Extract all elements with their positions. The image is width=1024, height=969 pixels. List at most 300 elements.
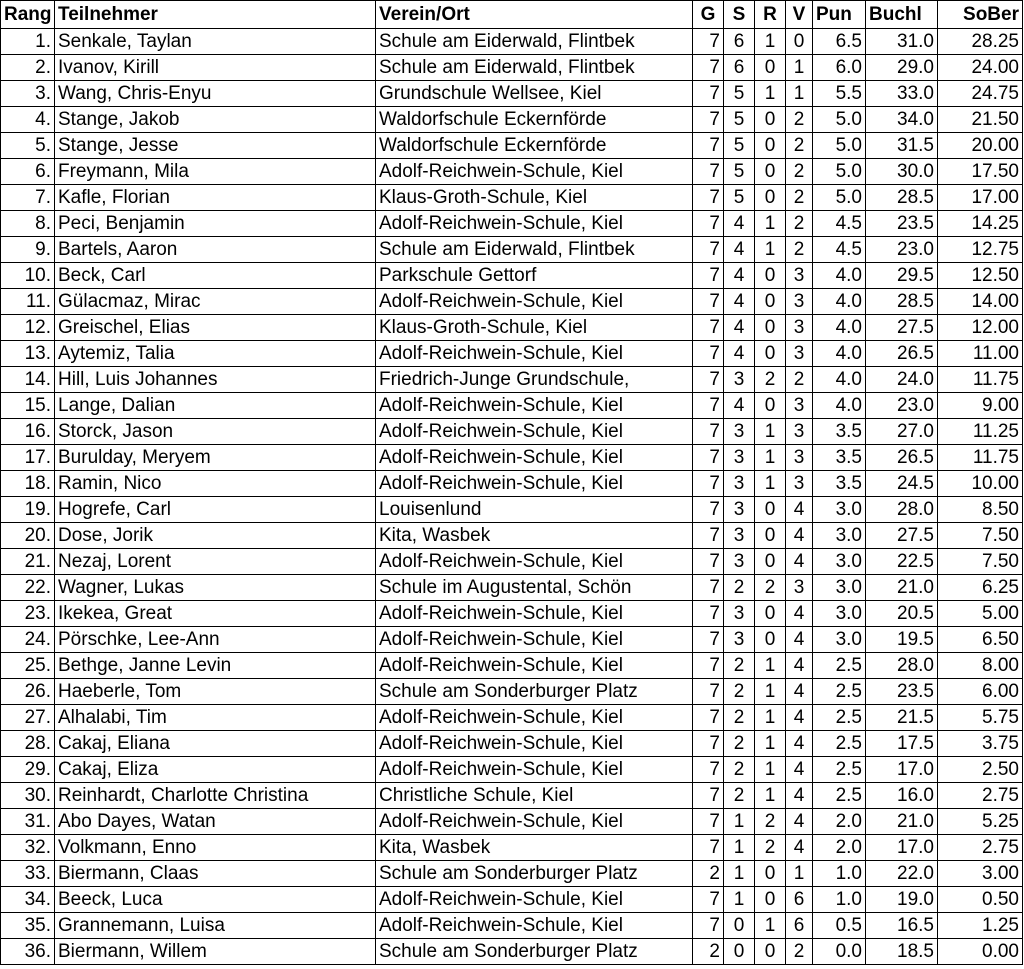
header-teilnehmer: Teilnehmer: [55, 1, 376, 29]
cell-g: 7: [693, 237, 724, 263]
cell-v: 4: [786, 783, 813, 809]
cell-buchholz: 26.5: [866, 445, 938, 471]
table-row: [1, 861, 1023, 887]
cell-sober: 10.00: [938, 471, 1023, 497]
cell-sober: 7.50: [938, 523, 1023, 549]
cell-s: 4: [724, 211, 755, 237]
cell-r: 2: [755, 367, 786, 393]
cell-g: 7: [693, 81, 724, 107]
cell-s: 1: [724, 861, 755, 887]
table-row: [1, 289, 1023, 315]
cell-sober: 17.00: [938, 185, 1023, 211]
table-body: [1, 29, 1023, 965]
cell-v: 3: [786, 393, 813, 419]
cell-verein: Louisenlund: [376, 497, 693, 523]
cell-rang: 6.: [1, 159, 55, 185]
cell-buchholz: 28.0: [866, 653, 938, 679]
cell-punkte: 4.0: [813, 341, 866, 367]
cell-rang: 21.: [1, 549, 55, 575]
cell-buchholz: 31.0: [866, 29, 938, 55]
table-row: [1, 367, 1023, 393]
cell-punkte: 3.5: [813, 471, 866, 497]
cell-buchholz: 27.5: [866, 315, 938, 341]
cell-g: 7: [693, 653, 724, 679]
cell-rang: 12.: [1, 315, 55, 341]
cell-verein: Klaus-Groth-Schule, Kiel: [376, 315, 693, 341]
cell-teilnehmer: Burulday, Meryem: [55, 445, 376, 471]
cell-r: 1: [755, 783, 786, 809]
cell-v: 1: [786, 861, 813, 887]
header-punkte: Pun: [813, 1, 866, 29]
cell-punkte: 2.5: [813, 705, 866, 731]
cell-verein: Waldorfschule Eckernförde: [376, 133, 693, 159]
cell-teilnehmer: Kafle, Florian: [55, 185, 376, 211]
cell-r: 1: [755, 731, 786, 757]
cell-sober: 7.50: [938, 549, 1023, 575]
cell-s: 1: [724, 887, 755, 913]
cell-g: 7: [693, 601, 724, 627]
header-r: R: [755, 1, 786, 29]
cell-buchholz: 23.0: [866, 393, 938, 419]
cell-r: 1: [755, 29, 786, 55]
cell-v: 3: [786, 419, 813, 445]
cell-teilnehmer: Hill, Luis Johannes: [55, 367, 376, 393]
cell-punkte: 5.0: [813, 159, 866, 185]
table-row: [1, 575, 1023, 601]
cell-v: 2: [786, 159, 813, 185]
table-row: [1, 549, 1023, 575]
cell-teilnehmer: Aytemiz, Talia: [55, 341, 376, 367]
cell-buchholz: 19.0: [866, 887, 938, 913]
cell-teilnehmer: Greischel, Elias: [55, 315, 376, 341]
cell-sober: 1.25: [938, 913, 1023, 939]
table-row: [1, 731, 1023, 757]
cell-s: 2: [724, 731, 755, 757]
cell-g: 7: [693, 55, 724, 81]
cell-r: 1: [755, 211, 786, 237]
cell-r: 2: [755, 809, 786, 835]
cell-buchholz: 23.0: [866, 237, 938, 263]
cell-v: 0: [786, 29, 813, 55]
cell-r: 1: [755, 679, 786, 705]
cell-g: 7: [693, 289, 724, 315]
cell-rang: 19.: [1, 497, 55, 523]
table-row: [1, 107, 1023, 133]
cell-verein: Adolf-Reichwein-Schule, Kiel: [376, 211, 693, 237]
cell-sober: 12.75: [938, 237, 1023, 263]
cell-v: 3: [786, 263, 813, 289]
cell-r: 0: [755, 185, 786, 211]
cell-buchholz: 20.5: [866, 601, 938, 627]
table-row: [1, 159, 1023, 185]
cell-verein: Schule am Sonderburger Platz: [376, 939, 693, 965]
cell-rang: 2.: [1, 55, 55, 81]
cell-buchholz: 22.5: [866, 549, 938, 575]
cell-punkte: 1.0: [813, 861, 866, 887]
cell-r: 0: [755, 55, 786, 81]
cell-rang: 30.: [1, 783, 55, 809]
cell-rang: 18.: [1, 471, 55, 497]
cell-rang: 15.: [1, 393, 55, 419]
cell-verein: Waldorfschule Eckernförde: [376, 107, 693, 133]
cell-sober: 11.75: [938, 367, 1023, 393]
cell-s: 1: [724, 809, 755, 835]
table-row: [1, 523, 1023, 549]
cell-punkte: 4.0: [813, 263, 866, 289]
cell-buchholz: 21.0: [866, 575, 938, 601]
header-sober: SoBer: [938, 1, 1023, 29]
cell-teilnehmer: Beeck, Luca: [55, 887, 376, 913]
cell-g: 7: [693, 887, 724, 913]
cell-verein: Friedrich-Junge Grundschule,: [376, 367, 693, 393]
cell-r: 1: [755, 913, 786, 939]
cell-verein: Adolf-Reichwein-Schule, Kiel: [376, 913, 693, 939]
cell-r: 1: [755, 445, 786, 471]
cell-sober: 12.50: [938, 263, 1023, 289]
cell-verein: Schule am Eiderwald, Flintbek: [376, 29, 693, 55]
cell-rang: 26.: [1, 679, 55, 705]
cell-teilnehmer: Dose, Jorik: [55, 523, 376, 549]
cell-v: 4: [786, 705, 813, 731]
table-row: [1, 133, 1023, 159]
cell-teilnehmer: Stange, Jesse: [55, 133, 376, 159]
cell-g: 7: [693, 575, 724, 601]
cell-sober: 2.50: [938, 757, 1023, 783]
cell-r: 0: [755, 107, 786, 133]
cell-sober: 5.00: [938, 601, 1023, 627]
cell-teilnehmer: Cakaj, Eliana: [55, 731, 376, 757]
cell-g: 7: [693, 419, 724, 445]
table-row: [1, 211, 1023, 237]
cell-v: 2: [786, 237, 813, 263]
cell-punkte: 6.5: [813, 29, 866, 55]
cell-v: 3: [786, 341, 813, 367]
cell-teilnehmer: Ivanov, Kirill: [55, 55, 376, 81]
cell-rang: 11.: [1, 289, 55, 315]
cell-g: 7: [693, 497, 724, 523]
cell-r: 1: [755, 419, 786, 445]
cell-g: 7: [693, 549, 724, 575]
cell-buchholz: 28.0: [866, 497, 938, 523]
cell-v: 3: [786, 471, 813, 497]
cell-verein: Adolf-Reichwein-Schule, Kiel: [376, 601, 693, 627]
cell-teilnehmer: Cakaj, Eliza: [55, 757, 376, 783]
cell-buchholz: 21.0: [866, 809, 938, 835]
cell-v: 6: [786, 887, 813, 913]
header-buchholz: Buchl: [866, 1, 938, 29]
cell-rang: 3.: [1, 81, 55, 107]
cell-buchholz: 19.5: [866, 627, 938, 653]
cell-teilnehmer: Lange, Dalian: [55, 393, 376, 419]
cell-g: 7: [693, 393, 724, 419]
header-verein: Verein/Ort: [376, 1, 693, 29]
cell-sober: 2.75: [938, 835, 1023, 861]
cell-g: 7: [693, 211, 724, 237]
cell-r: 0: [755, 133, 786, 159]
cell-v: 2: [786, 107, 813, 133]
cell-buchholz: 16.5: [866, 913, 938, 939]
cell-rang: 10.: [1, 263, 55, 289]
cell-teilnehmer: Wang, Chris-Enyu: [55, 81, 376, 107]
cell-r: 2: [755, 575, 786, 601]
cell-rang: 16.: [1, 419, 55, 445]
cell-buchholz: 34.0: [866, 107, 938, 133]
cell-r: 0: [755, 497, 786, 523]
cell-s: 4: [724, 237, 755, 263]
cell-r: 1: [755, 757, 786, 783]
cell-sober: 11.00: [938, 341, 1023, 367]
cell-rang: 33.: [1, 861, 55, 887]
cell-punkte: 4.5: [813, 237, 866, 263]
cell-verein: Grundschule Wellsee, Kiel: [376, 81, 693, 107]
cell-s: 3: [724, 367, 755, 393]
cell-r: 0: [755, 341, 786, 367]
cell-s: 2: [724, 783, 755, 809]
cell-rang: 34.: [1, 887, 55, 913]
table-row: [1, 263, 1023, 289]
cell-g: 7: [693, 133, 724, 159]
cell-sober: 6.00: [938, 679, 1023, 705]
cell-r: 0: [755, 861, 786, 887]
cell-g: 7: [693, 107, 724, 133]
table-row: [1, 757, 1023, 783]
cell-buchholz: 17.5: [866, 731, 938, 757]
table-row: [1, 939, 1023, 965]
header-g: G: [693, 1, 724, 29]
cell-g: 7: [693, 523, 724, 549]
cell-verein: Adolf-Reichwein-Schule, Kiel: [376, 549, 693, 575]
cell-v: 3: [786, 289, 813, 315]
cell-r: 0: [755, 263, 786, 289]
cell-rang: 24.: [1, 627, 55, 653]
cell-buchholz: 18.5: [866, 939, 938, 965]
cell-r: 0: [755, 289, 786, 315]
cell-rang: 14.: [1, 367, 55, 393]
cell-teilnehmer: Biermann, Willem: [55, 939, 376, 965]
cell-r: 1: [755, 653, 786, 679]
cell-v: 4: [786, 627, 813, 653]
cell-punkte: 0.5: [813, 913, 866, 939]
cell-verein: Adolf-Reichwein-Schule, Kiel: [376, 731, 693, 757]
cell-s: 3: [724, 627, 755, 653]
cell-sober: 24.75: [938, 81, 1023, 107]
table-row: [1, 185, 1023, 211]
header-v: V: [786, 1, 813, 29]
cell-teilnehmer: Senkale, Taylan: [55, 29, 376, 55]
cell-s: 2: [724, 679, 755, 705]
cell-sober: 12.00: [938, 315, 1023, 341]
cell-buchholz: 17.0: [866, 757, 938, 783]
cell-v: 4: [786, 523, 813, 549]
cell-s: 0: [724, 939, 755, 965]
cell-verein: Adolf-Reichwein-Schule, Kiel: [376, 887, 693, 913]
table-row: [1, 55, 1023, 81]
cell-verein: Adolf-Reichwein-Schule, Kiel: [376, 419, 693, 445]
cell-buchholz: 28.5: [866, 185, 938, 211]
cell-rang: 7.: [1, 185, 55, 211]
cell-s: 3: [724, 497, 755, 523]
cell-v: 4: [786, 653, 813, 679]
cell-v: 2: [786, 939, 813, 965]
cell-rang: 35.: [1, 913, 55, 939]
cell-verein: Adolf-Reichwein-Schule, Kiel: [376, 341, 693, 367]
cell-punkte: 2.5: [813, 757, 866, 783]
cell-sober: 6.25: [938, 575, 1023, 601]
cell-sober: 8.00: [938, 653, 1023, 679]
cell-teilnehmer: Pörschke, Lee-Ann: [55, 627, 376, 653]
cell-punkte: 5.0: [813, 107, 866, 133]
table-row: [1, 315, 1023, 341]
cell-verein: Adolf-Reichwein-Schule, Kiel: [376, 289, 693, 315]
cell-punkte: 3.5: [813, 419, 866, 445]
cell-r: 0: [755, 523, 786, 549]
cell-g: 7: [693, 341, 724, 367]
cell-s: 5: [724, 185, 755, 211]
cell-s: 5: [724, 107, 755, 133]
cell-s: 4: [724, 289, 755, 315]
cell-punkte: 2.0: [813, 809, 866, 835]
cell-g: 7: [693, 731, 724, 757]
cell-g: 2: [693, 861, 724, 887]
cell-rang: 31.: [1, 809, 55, 835]
cell-teilnehmer: Freymann, Mila: [55, 159, 376, 185]
cell-rang: 1.: [1, 29, 55, 55]
cell-teilnehmer: Grannemann, Luisa: [55, 913, 376, 939]
cell-v: 4: [786, 497, 813, 523]
cell-s: 3: [724, 523, 755, 549]
cell-g: 7: [693, 835, 724, 861]
cell-sober: 9.00: [938, 393, 1023, 419]
cell-teilnehmer: Storck, Jason: [55, 419, 376, 445]
cell-s: 3: [724, 419, 755, 445]
cell-g: 2: [693, 939, 724, 965]
cell-sober: 3.75: [938, 731, 1023, 757]
cell-v: 2: [786, 367, 813, 393]
cell-verein: Adolf-Reichwein-Schule, Kiel: [376, 809, 693, 835]
table-row: [1, 653, 1023, 679]
cell-g: 7: [693, 913, 724, 939]
cell-punkte: 5.0: [813, 185, 866, 211]
table-row: [1, 835, 1023, 861]
cell-teilnehmer: Ramin, Nico: [55, 471, 376, 497]
table-row: [1, 471, 1023, 497]
table-row: [1, 341, 1023, 367]
cell-g: 7: [693, 627, 724, 653]
cell-verein: Adolf-Reichwein-Schule, Kiel: [376, 653, 693, 679]
cell-sober: 8.50: [938, 497, 1023, 523]
cell-rang: 9.: [1, 237, 55, 263]
cell-verein: Schule am Eiderwald, Flintbek: [376, 237, 693, 263]
cell-v: 4: [786, 549, 813, 575]
cell-sober: 24.00: [938, 55, 1023, 81]
cell-rang: 25.: [1, 653, 55, 679]
cell-r: 0: [755, 627, 786, 653]
cell-s: 2: [724, 705, 755, 731]
cell-teilnehmer: Peci, Benjamin: [55, 211, 376, 237]
cell-verein: Schule am Sonderburger Platz: [376, 679, 693, 705]
cell-g: 7: [693, 367, 724, 393]
table-row: [1, 393, 1023, 419]
cell-punkte: 5.0: [813, 133, 866, 159]
cell-teilnehmer: Biermann, Claas: [55, 861, 376, 887]
cell-v: 4: [786, 679, 813, 705]
cell-g: 7: [693, 783, 724, 809]
header-s: S: [724, 1, 755, 29]
cell-sober: 6.50: [938, 627, 1023, 653]
cell-verein: Klaus-Groth-Schule, Kiel: [376, 185, 693, 211]
cell-sober: 20.00: [938, 133, 1023, 159]
cell-punkte: 4.0: [813, 393, 866, 419]
cell-rang: 17.: [1, 445, 55, 471]
cell-rang: 23.: [1, 601, 55, 627]
cell-sober: 5.25: [938, 809, 1023, 835]
cell-s: 2: [724, 757, 755, 783]
cell-r: 0: [755, 601, 786, 627]
table-row: [1, 627, 1023, 653]
cell-s: 6: [724, 29, 755, 55]
cell-v: 4: [786, 835, 813, 861]
cell-teilnehmer: Nezaj, Lorent: [55, 549, 376, 575]
cell-r: 1: [755, 705, 786, 731]
cell-buchholz: 21.5: [866, 705, 938, 731]
cell-rang: 20.: [1, 523, 55, 549]
cell-buchholz: 17.0: [866, 835, 938, 861]
table-row: [1, 81, 1023, 107]
cell-verein: Adolf-Reichwein-Schule, Kiel: [376, 705, 693, 731]
table-row: [1, 497, 1023, 523]
cell-rang: 22.: [1, 575, 55, 601]
cell-rang: 36.: [1, 939, 55, 965]
cell-g: 7: [693, 809, 724, 835]
cell-g: 7: [693, 185, 724, 211]
cell-verein: Schule am Sonderburger Platz: [376, 861, 693, 887]
cell-r: 0: [755, 315, 786, 341]
cell-buchholz: 27.5: [866, 523, 938, 549]
cell-verein: Adolf-Reichwein-Schule, Kiel: [376, 471, 693, 497]
cell-punkte: 6.0: [813, 55, 866, 81]
cell-buchholz: 24.0: [866, 367, 938, 393]
cell-v: 6: [786, 913, 813, 939]
cell-punkte: 3.5: [813, 445, 866, 471]
cell-teilnehmer: Gülacmaz, Mirac: [55, 289, 376, 315]
cell-sober: 5.75: [938, 705, 1023, 731]
table-row: [1, 419, 1023, 445]
table-row: [1, 809, 1023, 835]
cell-sober: 0.50: [938, 887, 1023, 913]
table-row: [1, 237, 1023, 263]
cell-r: 2: [755, 835, 786, 861]
cell-r: 1: [755, 237, 786, 263]
table-row: [1, 913, 1023, 939]
cell-v: 2: [786, 211, 813, 237]
cell-rang: 32.: [1, 835, 55, 861]
cell-punkte: 3.0: [813, 627, 866, 653]
cell-v: 4: [786, 757, 813, 783]
table-row: [1, 679, 1023, 705]
cell-g: 7: [693, 445, 724, 471]
cell-verein: Schule am Eiderwald, Flintbek: [376, 55, 693, 81]
cell-buchholz: 24.5: [866, 471, 938, 497]
cell-r: 1: [755, 471, 786, 497]
cell-buchholz: 28.5: [866, 289, 938, 315]
cell-buchholz: 26.5: [866, 341, 938, 367]
cell-s: 4: [724, 263, 755, 289]
cell-buchholz: 31.5: [866, 133, 938, 159]
cell-sober: 14.25: [938, 211, 1023, 237]
cell-punkte: 3.0: [813, 523, 866, 549]
table-row: [1, 601, 1023, 627]
cell-rang: 8.: [1, 211, 55, 237]
